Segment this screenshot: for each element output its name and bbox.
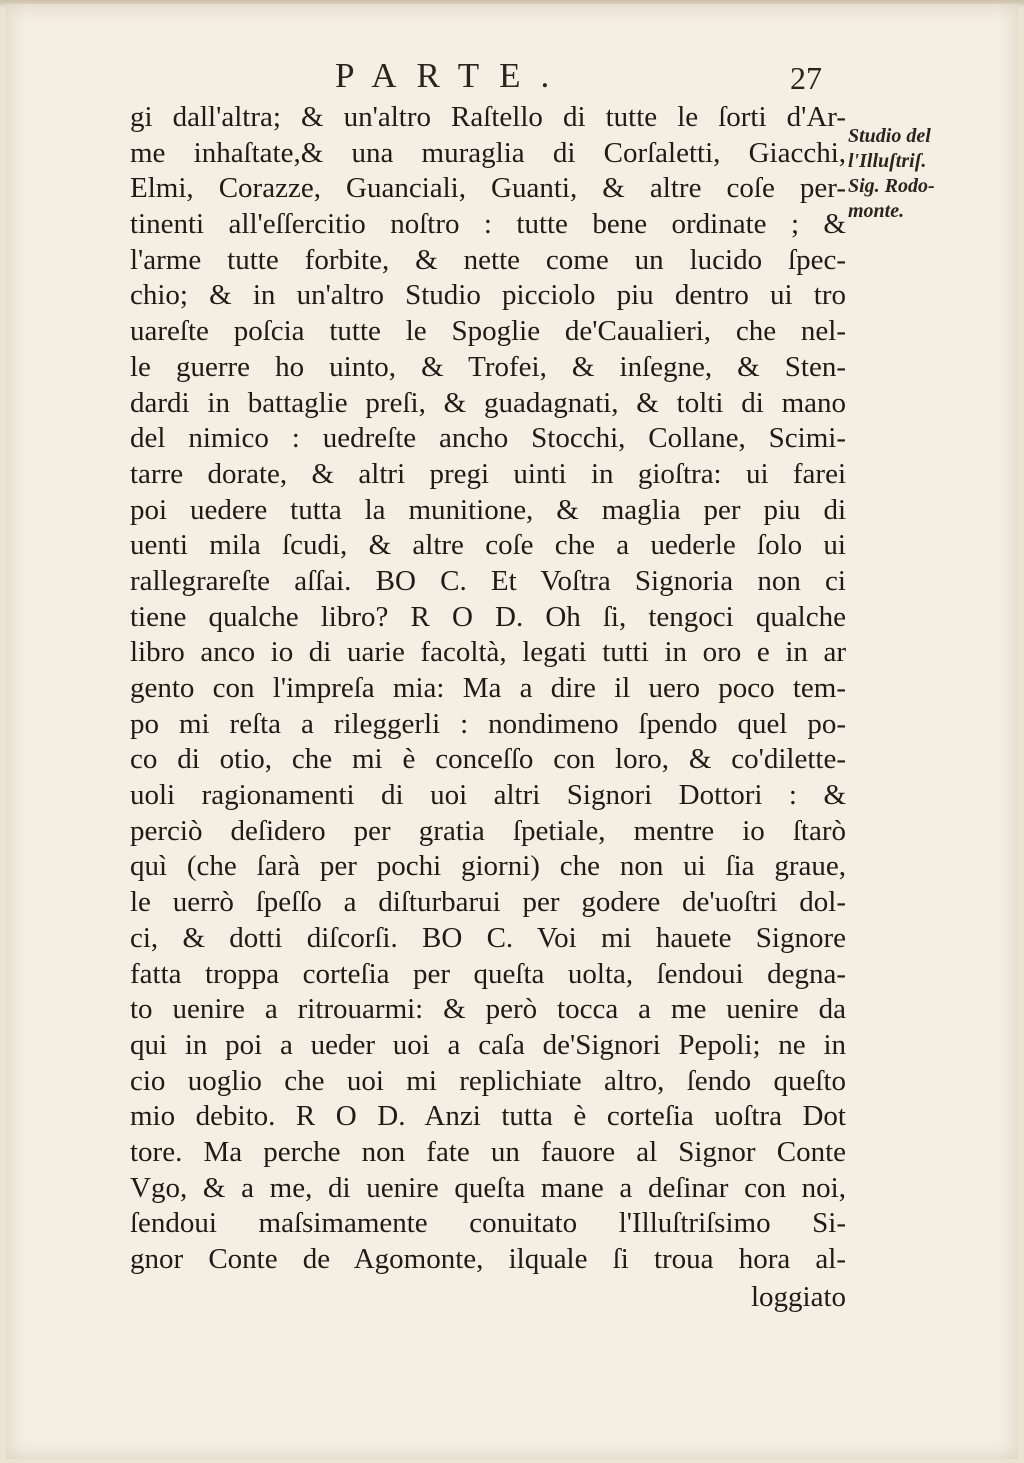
text-line: quì (che ſarà per pochi giorni) che non ui ſia graue, [130,850,846,883]
running-title: PARTE. [335,56,570,95]
text-line: qui in poi a ueder uoi a caſa de'Signori Pepoli; ne in [130,1028,846,1061]
text-line: me inhaſtate,& una muraglia di Corſaletti, Giacchi, [130,136,846,169]
marginal-note-line: Studio del [848,125,931,147]
text-line: to uenire a ritrouarmi: & però tocca a me uenire da [130,993,846,1026]
text-line: perciò deſidero per gratia ſpetiale, mentre io ſtarò [130,814,846,847]
text-line: ci, & dotti diſcorſi. BO C. Voi mi hauete Signore [130,921,846,954]
text-line: tiene qualche libro? R O D. Oh ſi, tengoci qualche [130,600,846,633]
text-line: libro anco io di uarie facoltà, legati tutti in oro e in ar [130,636,846,669]
text-line: chio; & in un'altro Studio picciolo piu dentro ui tro [130,279,846,312]
text-line: dardi in battaglie preſi, & guadagnati, & tolti di mano [130,386,846,419]
text-line: del nimico : uedreſte ancho Stocchi, Collane, Scimi- [130,422,846,455]
text-line: cio uoglio che uoi mi replichiate altro, ſendo queſto [130,1064,846,1097]
text-line: le guerre ho uinto, & Trofei, & inſegne, & Sten- [130,350,846,383]
text-line: l'arme tutte forbite, & nette come un lucido ſpec- [130,243,846,276]
text-line: fatta troppa corteſia per queſta uolta, ſendoui degna- [130,957,846,990]
marginal-note-line: l'Illuſtriſ. [848,150,927,172]
text-line: gi dall'altra; & un'altro Raſtello di tutte le ſorti d'Ar- [130,101,846,133]
catchword: loggiato [750,1281,846,1313]
text-line: mio debito. R O D. Anzi tutta è corteſia uoſtra Dot [130,1100,846,1133]
text-line: uoli ragionamenti di uoi altri Signori Dottori : & [130,779,846,812]
text-line: gnor Conte de Agomonte, ilquale ſi troua hora al- [130,1243,846,1275]
text-line: po mi reſta a rileggerli : nondimeno ſpendo quel po- [130,707,846,740]
text-line: tore. Ma perche non fate un fauore al Signor Conte [130,1135,846,1168]
text-line: Elmi, Corazze, Guanciali, Guanti, & altre coſe per- [130,172,846,205]
text-line: tarre dorate, & altri pregi uinti in gioſtra: ui farei [130,457,846,490]
body-text [130,100,846,1278]
text-line: tinenti all'eſſercitio noſtro : tutte bene ordinate ; & [130,208,846,241]
marginal-note-line: monte. [848,200,905,222]
text-line: poi uedere tutta la munitione, & maglia per piu di [130,493,846,526]
text-line: uareſte poſcia tutte le Spoglie de'Caualieri, che nel- [130,315,846,348]
running-head [130,56,840,96]
text-line: Vgo, & a me, di uenire queſta mane a deſinar con noi, [130,1171,846,1204]
text-line: ſendoui maſsimamente conuitato l'Illuſtriſsimo Si- [130,1207,846,1240]
marginal-note-line: Sig. Rodo- [848,175,935,197]
text-line: co di otio, che mi è conceſſo con loro, & co'dilette- [130,743,846,776]
text-line: gento con l'impreſa mia: Ma a dire il uero poco tem- [130,672,846,704]
page-number: 27 [790,60,822,96]
text-line: le uerrò ſpeſſo a diſturbarui per godere de'uoſtri dol- [130,886,846,919]
text-line: rallegrareſte aſſai. BO C. Et Voſtra Signoria non ci [130,564,846,597]
marginal-note [848,124,978,224]
text-line: uenti mila ſcudi, & altre coſe che a uederle ſolo ui [130,529,846,562]
